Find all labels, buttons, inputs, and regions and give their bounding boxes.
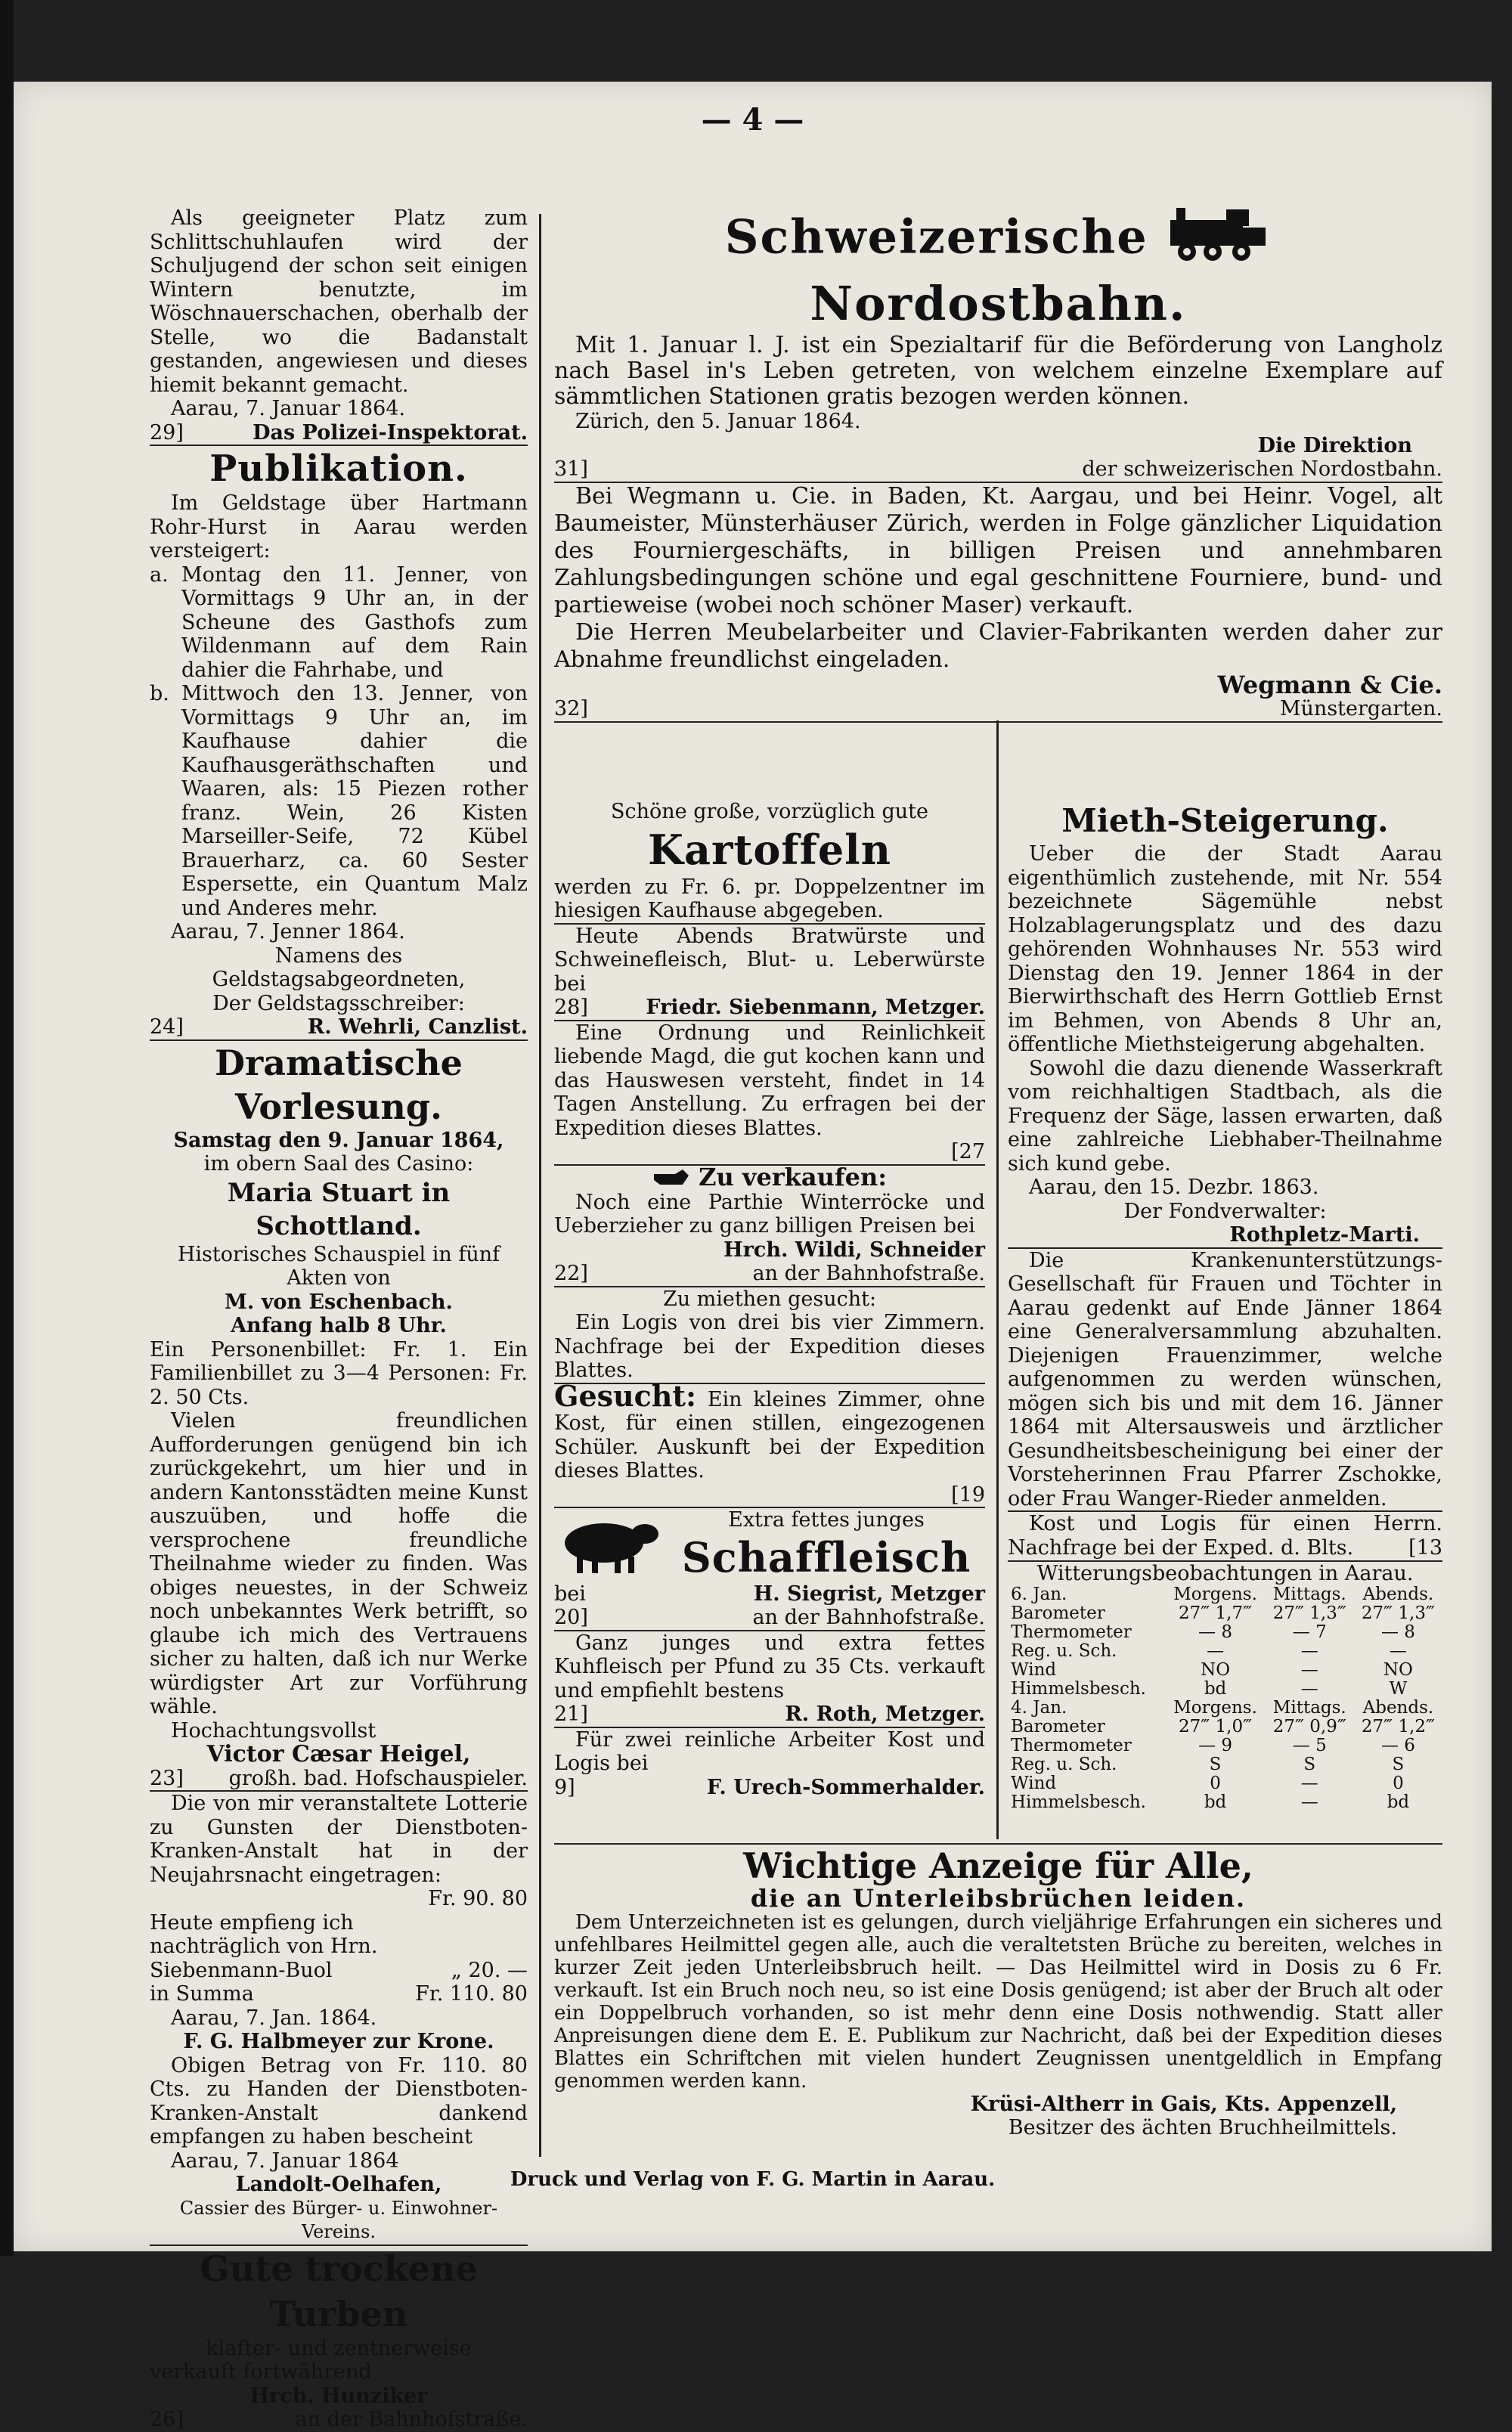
weather-row (1008, 1793, 1442, 1812)
kartoffeln-pre: Schöne große, vorzüglich gute (610, 800, 929, 823)
lotterie-date: Aarau, 7. Jan. 1864. (171, 2006, 377, 2030)
lotterie-sig3: Cassier des Bürger- u. Einwohner-Vereins. (179, 2197, 498, 2242)
nob-title (554, 206, 1442, 333)
weather-row-label: Barometer (1011, 1717, 1105, 1736)
wegmann-notice (554, 483, 1442, 721)
vorlesung-greeting: Hochachtungsvollst (171, 1718, 376, 1743)
weather-cell: NO (1201, 1660, 1231, 1680)
right-column (1008, 800, 1442, 1812)
column-rule-left (539, 214, 541, 2157)
skating-date: Aarau, 7. Januar 1864. (171, 397, 406, 420)
lotterie-date2: Aarau, 7. Januar 1864 (171, 2149, 399, 2173)
mieth-sig2: Rothpletz-Marti. (1229, 1223, 1420, 1247)
weather-row (1008, 1774, 1442, 1793)
vorlesung-date: Samstag den 9. Januar 1864, (173, 1128, 504, 1152)
weather-row (1008, 1604, 1442, 1623)
weather-cell: — (1207, 1641, 1225, 1661)
weather-row (1008, 1755, 1442, 1774)
weather-observations (1008, 1562, 1442, 1813)
weather-day: 6. Jan. (1011, 1585, 1067, 1604)
lotterie-sig2: Landolt-Oelhafen, (235, 2173, 442, 2196)
lotterie-line2: Heute empfieng ich nachträglich von Hrn. Siebenmann-Buol (150, 1910, 378, 1982)
weather-row-label: Thermometer (1011, 1622, 1132, 1642)
weather-cell: — 5 (1292, 1736, 1327, 1755)
publikation-sig3: R. Wehrli, Canzlist. (307, 1015, 528, 1039)
kuh-text: Ganz junges und extra fettes Kuhfleisch per Pfund zu 35 Cts. verkauft und empfiehlt bestens (554, 1631, 985, 1702)
weather-day: 4. Jan. (1011, 1698, 1067, 1718)
turben-line1: klafter- und zentnerweise (206, 2336, 472, 2360)
weather-col-header: Abends. (1362, 1585, 1434, 1604)
weather-row (1008, 1661, 1442, 1680)
wurst-text: Heute Abends Bratwürste und Schweinefleisch, Blut- u. Leberwürste bei (554, 924, 985, 996)
skating-signature: Das Polizei-Inspektorat. (253, 420, 528, 445)
page-number: — 4 — (701, 102, 804, 138)
item-b-text: Mittwoch den 13. Jenner, von Vormittags 9 Uhr an, im Kaufhause dahier die Kaufhausgeräthschaften und Waaren, als: 15 Piezen rother franz. Wein, 26 Kisten Marseiller-Seife, 72 Kübel Brauerharz, ca. 60 Sester Espersette, ein Quantum Malz und Anderes mehr. (181, 682, 528, 920)
kartoffeln-title: Kartoffeln (648, 825, 891, 874)
mieth-sig1: Der Fondverwalter: (1123, 1199, 1327, 1223)
kost-text: Für zwei reinliche Arbeiter Kost und Logis bei (554, 1727, 985, 1776)
mieten-notice (554, 1287, 985, 1383)
ad-number: 32] (554, 697, 588, 720)
schaf-title: Schaffleisch (681, 1532, 971, 1582)
turben-line2: verkauft fortwährend (150, 2360, 372, 2384)
nob-title-a: Schweizerische (724, 209, 1148, 265)
weather-cell: — (1300, 1792, 1318, 1812)
bruch-subtitle: die an Unterleibsbrüchen leiden. (750, 1884, 1247, 1913)
weather-cell: 27‴ 1,2‴ (1361, 1717, 1435, 1736)
schaf-addr: an der Bahnhofstraße. (752, 1606, 985, 1630)
verkaufen-sig: Hrch. Wildi, Schneider (723, 1238, 985, 1262)
weather-cell: 0 (1393, 1774, 1404, 1793)
kost-notice (554, 1728, 985, 1800)
sheep-icon (554, 1508, 668, 1582)
weather-row (1008, 1642, 1442, 1661)
weather-row-label: Himmelsbesch. (1011, 1792, 1146, 1812)
item-b-label: b. (150, 682, 169, 705)
item-a-label: a. (150, 562, 169, 587)
wegmann-addr: Münstergarten. (1279, 697, 1442, 720)
turben-notice (150, 2246, 528, 2432)
middle-column (554, 800, 985, 1799)
publikation-intro: Im Geldstage über Hartmann Rohr-Hurst in Aarau werden versteigert: (150, 491, 528, 562)
kuh-notice (554, 1631, 985, 1727)
ad-number: 24] (150, 1015, 184, 1039)
bruch-sig1: Krüsi-Altherr in Gais, Kts. Appenzell, (970, 2092, 1397, 2116)
ad-number: 23] (150, 1766, 184, 1790)
wegmann-text2: Die Herren Meubelarbeiter und Clavier-Fabrikanten werden daher zur Abnahme freundlichst eingeladen. (554, 618, 1442, 673)
weather-row (1008, 1680, 1442, 1699)
weather-cell: 27‴ 1,0‴ (1179, 1717, 1253, 1736)
skating-text: Als geeigneter Platz zum Schlittschuhlaufen wird der Schuljugend der schon seit einigen Wintern benutzte, im Wöschnauerschachen, oberhalb der Stelle, wo die Badanstalt gestanden, angewiesen und dieses hiemit bekannt gemacht. (150, 206, 528, 397)
lotterie-sum-label: in Summa (150, 1982, 254, 2006)
weather-cell: — (1300, 1774, 1318, 1793)
weather-col-header: Abends. (1362, 1698, 1434, 1718)
weather-row-label: Reg. u. Sch. (1011, 1641, 1117, 1661)
lotterie-text2: Obigen Betrag von Fr. 110. 80 Cts. zu Handen der Dienstboten-Kranken-Anstalt dankend empfangen zu haben bescheint (150, 2053, 528, 2149)
lotterie-text: Die von mir veranstaltete Lotterie zu Gunsten der Dienstboten-Kranken-Anstalt hat in der Neujahrsnacht eingetragen: (150, 1792, 528, 1887)
weather-cell: 27‴ 1,7‴ (1179, 1603, 1253, 1623)
item-a-text: Montag den 11. Jenner, von Vormittags 9 Uhr an, in der Scheune des Gasthofs zum Wildenmann auf dem Rain dahier die Fahrhabe, und (181, 562, 528, 682)
vorlesung-play: Maria Stuart in Schottland. (227, 1177, 451, 1241)
wurst-sig: Friedr. Siebenmann, Metzger. (646, 996, 985, 1019)
schaf-notice (554, 1508, 985, 1630)
weather-row (1008, 1718, 1442, 1736)
bruch-text: Dem Unterzeichneten ist es gelungen, durch vieljährige Erfahrungen ein sicheres und unfehlbares Heilmittel gegen alle, auch die veraltetsten Brüche zu bereiten, welches in kurzer Zeit jeden Unterleibsbruch heilt. — Das Heilmittel wird in Dosis zu 6 Fr. verkauft. Ist ein Bruch noch neu, so ist eine Dosis genügend; ist aber der Bruch alt oder ein Doppelbruch vorhanden, so ist mehr denn eine Dosis nothwendig. Statt aller Anpreisungen diene dem E. E. Publikum zur Nachricht, daß bei der Expedition dieses Blattes ein Schriftchen mit vielen hundert Zeugnissen unentgeldlich in Empfang genommen werden kann. (554, 1910, 1442, 2093)
weather-cell: S (1209, 1755, 1222, 1774)
weather-col-header: Morgens. (1173, 1585, 1257, 1604)
gesucht-notice (554, 1378, 985, 1507)
schaf-pre: Extra fettes junges (728, 1508, 925, 1532)
weather-cell: NO (1383, 1660, 1413, 1680)
ad-number: 9] (554, 1775, 575, 1799)
mieten-text: Ein Logis von drei bis vier Zimmern. Nachfrage bei der Expedition dieses Blattes. (554, 1311, 985, 1383)
mieth-text: Ueber die der Stadt Aarau eigenthümlich zustehende, mit Nr. 554 bezeichnete Sägemühle nebst Holzablagerungsplatz und des dazu gehörenden Wohnhauses Nr. 553 wird Dienstag den 19. Jenner 1864 in der Bierwirthschaft des Herrn Gottlieb Ernst im Behmen, von Abends 8 Uhr an, öffentliche Miethsteigerung abgehalten. (1008, 842, 1442, 1056)
magd-text: Eine Ordnung und Reinlichkeit liebende Magd, die gut kochen kann und das Hauswesen versteht, findet in 14 Tagen Anstellung. Zu erfragen bei der Expedition dieses Blattes. (554, 1021, 985, 1140)
ad-number: 26] (150, 2408, 184, 2431)
gesucht-title: Gesucht: (554, 1378, 696, 1413)
nordostbahn-notice (554, 206, 1442, 482)
wurst-notice (554, 925, 985, 1020)
verkaufen-notice (554, 1162, 985, 1286)
weather-col-header: Morgens. (1173, 1698, 1257, 1718)
turben-title: Gute trockene Turben (200, 2248, 478, 2334)
weather-cell: — 9 (1198, 1736, 1233, 1755)
locomotive-icon (1166, 206, 1272, 275)
ad-number: 22] (554, 1262, 588, 1286)
weather-cell: bd (1204, 1679, 1227, 1699)
vorlesung-notice (150, 1041, 528, 1791)
weather-cell: — (1300, 1641, 1318, 1661)
weather-header-row (1008, 1699, 1442, 1718)
vorlesung-prices: Ein Personenbillet: Fr. 1. Ein Familienbillet zu 3—4 Personen: Fr. 2. 50 Cts. (150, 1337, 528, 1409)
vorlesung-desc: Historisches Schauspiel in fünf Akten von (177, 1242, 500, 1290)
weather-cell: S (1392, 1755, 1405, 1774)
weather-cell: 27‴ 1,3‴ (1272, 1603, 1346, 1623)
ad-number: 31] (554, 457, 588, 481)
weather-col-header: Mittags. (1272, 1585, 1346, 1604)
weather-cell: W (1389, 1679, 1408, 1699)
nob-sig1: Die Direktion (1257, 433, 1412, 457)
lotterie-amount3: Fr. 110. 80 (415, 1982, 528, 2006)
weather-row (1008, 1623, 1442, 1642)
weather-cell: — (1300, 1679, 1318, 1699)
vorlesung-place: im obern Saal des Casino: (203, 1152, 474, 1176)
scan-edge (0, 0, 14, 2256)
weather-row-label: Himmelsbesch. (1011, 1679, 1146, 1699)
publikation-sig1: Namens des Geldstagsabgeordneten, (212, 943, 466, 991)
lotterie-sig: F. G. Halbmeyer zur Krone. (183, 2030, 494, 2053)
kartoffeln-notice (554, 800, 985, 923)
mieth-title: Mieth-Steigerung. (1061, 802, 1389, 839)
weather-cell: 27‴ 0,9‴ (1272, 1717, 1346, 1736)
bruch-title: Wichtige Anzeige für Alle, (743, 1845, 1253, 1886)
weather-table (1008, 1585, 1442, 1812)
vorlesung-start: Anfang halb 8 Uhr. (231, 1314, 447, 1337)
bruch-sig2: Besitzer des ächten Bruchheilmittels. (1008, 2116, 1397, 2139)
publikation-notice (150, 446, 528, 1039)
mieten-title: Zu miethen gesucht: (662, 1287, 877, 1311)
publikation-date: Aarau, 7. Jenner 1864. (171, 920, 405, 943)
weather-cell: bd (1387, 1792, 1410, 1812)
mieth-text2: Sowohl die dazu dienende Wasserkraft vom reichhaltigen Stadtbach, als die Frequenz der Säge, lassen erwarten, daß eine zahlreiche Liebhaber-Theilnahme sich kund gebe. (1008, 1056, 1442, 1176)
weather-row-label: Wind (1011, 1660, 1057, 1680)
weather-cell: 27‴ 1,3‴ (1361, 1603, 1435, 1623)
column-rule-right (996, 720, 999, 1839)
weather-row-label: Wind (1011, 1774, 1057, 1793)
turben-sig: Hrch. Hunziker (249, 2384, 428, 2408)
ad-number: 21] (554, 1702, 588, 1727)
weather-col-header: Mittags. (1272, 1698, 1346, 1718)
nob-sig2: der schweizerischen Nordostbahn. (1082, 457, 1442, 481)
nob-text: Mit 1. Januar l. J. ist ein Spezialtarif für die Beförderung von Langholz nach Basel in's Leben getreten, von welchem einzelne Exemplare auf sämmtlichen Stationen gratis bezogen werden können. (554, 332, 1442, 410)
kartoffeln-text: werden zu Fr. 6. pr. Doppelzentner im hiesigen Kaufhause abgegeben. (554, 875, 985, 922)
weather-cell: 0 (1210, 1774, 1221, 1793)
ad-number: 29] (150, 420, 184, 445)
mieth-notice (1008, 800, 1442, 1247)
kranken-notice (1008, 1249, 1442, 1511)
pointing-hand-icon (652, 1166, 690, 1191)
gesucht-text: Ein kleines Zimmer, ohne Kost, für einen stillen, eingezogenen Schüler. Auskunft bei der Expedition dieses Blattes. (554, 1387, 985, 1483)
weather-cell: — 8 (1198, 1622, 1233, 1642)
schaf-sig: H. Siegrist, Metzger (753, 1582, 985, 1606)
weather-row-label: Thermometer (1011, 1736, 1132, 1755)
publikation-sig2: Der Geldstagsschreiber: (212, 991, 465, 1015)
schaf-bei: bei (554, 1582, 586, 1606)
weather-cell: — (1300, 1660, 1318, 1680)
right-top (554, 206, 1442, 723)
verkaufen-title: Zu verkaufen: (699, 1162, 888, 1191)
vorlesung-body: Vielen freundlichen Aufforderungen genügend bin ich zurückgekehrt, um hier und in andern Kantonsstädten meine Kunst auszuüben, und hoffe die versprochene freundliche Theilnahme wieder zu finden. Was obiges neuestes, in der Schweiz noch unbekanntes Werk betrifft, so glaube ich mich des Vertrauens sicher zu halten, daß ich nur Werke würdigster Art zur Vorführung wähle. (150, 1409, 528, 1718)
ad-number: 20] (554, 1606, 588, 1630)
weather-cell: — 6 (1380, 1736, 1415, 1755)
turben-addr: an der Bahnhofstraße. (295, 2408, 528, 2431)
newspaper-page (14, 82, 1492, 2431)
weather-cell: S (1303, 1755, 1316, 1774)
weather-row-label: Reg. u. Sch. (1011, 1755, 1117, 1774)
weather-row (1008, 1736, 1442, 1755)
lotterie-amount1: Fr. 90. 80 (428, 1887, 528, 1910)
bruch-notice (554, 1843, 1442, 2140)
weather-row-label: Barometer (1011, 1603, 1105, 1623)
magd-notice (554, 1021, 985, 1164)
ad-number: [13 (1408, 1536, 1442, 1560)
nob-date: Zürich, den 5. Januar 1864. (575, 410, 861, 433)
wegmann-sig: Wegmann & Cie. (1217, 670, 1442, 699)
verkaufen-text: Noch eine Parthie Winterröcke und Ueberzieher zu ganz billigen Preisen bei (554, 1190, 985, 1238)
mieth-date: Aarau, den 15. Dezbr. 1863. (1029, 1176, 1319, 1199)
skating-notice (150, 206, 528, 445)
ad-number: [27 (951, 1140, 985, 1163)
ad-number: [19 (951, 1482, 985, 1507)
vorlesung-sig: Victor Cæsar Heigel, (206, 1741, 471, 1767)
weather-cell: — (1389, 1641, 1407, 1661)
weather-cell: — 7 (1292, 1622, 1327, 1642)
kost2-notice (1008, 1512, 1442, 1560)
vorlesung-sig2: großh. bad. Hofschauspieler. (228, 1766, 528, 1790)
verkaufen-addr: an der Bahnhofstraße. (752, 1262, 985, 1286)
vorlesung-title: Dramatische Vorlesung. (215, 1042, 463, 1127)
nob-title-b: Nordostbahn. (810, 276, 1187, 331)
kranken-text: Die Krankenunterstützungs-Gesellschaft für Frauen und Töchter in Aarau gedenkt auf Ende Jänner 1864 eine Generalversammlung abzuhalten. Diejenigen Frauenzimmer, welche aufgenommen zu werden wünschen, mögen sich bis und mit dem 16. Jänner 1864 mit Altersausweis und ärztlicher Gesundheitsbescheinigung bei einer der Vorsteherinnen Frau Pfarrer Zschokke, oder Frau Wanger-Rieder anmelden. (1008, 1248, 1442, 1510)
left-column (150, 206, 528, 2432)
weather-header-row (1008, 1585, 1442, 1604)
wegmann-text: Bei Wegmann u. Cie. in Baden, Kt. Aargau, und bei Heinr. Vogel, alt Baumeister, Münsterhäuser Zürich, werden in Folge gänzlicher Liquidation des Fourniergeschäfts, in billigen Preisen und annehmbaren Zahlungsbedingungen schöne und egal geschnittene Fourniere, bund- und partieweise (wobei noch schöner Maser) verkauft. (554, 482, 1442, 618)
imprint: Druck und Verlag von F. G. Martin in Aarau. (510, 2168, 996, 2191)
lotterie-amount2: „ 20. — (451, 1958, 528, 1982)
publikation-title: Publikation. (209, 448, 468, 490)
weather-title: Witterungsbeobachtungen in Aarau. (1036, 1561, 1414, 1585)
vorlesung-author: M. von Eschenbach. (225, 1290, 453, 1314)
kost2-text: Kost und Logis für einen Herrn. Nachfrage bei der Exped. d. Blts. (1008, 1512, 1442, 1560)
ad-number: 28] (554, 996, 588, 1019)
kuh-sig: R. Roth, Metzger. (785, 1702, 985, 1727)
weather-cell: — 8 (1380, 1622, 1415, 1642)
weather-cell: bd (1204, 1792, 1227, 1812)
kost-sig: F. Urech-Sommerhalder. (706, 1775, 985, 1799)
